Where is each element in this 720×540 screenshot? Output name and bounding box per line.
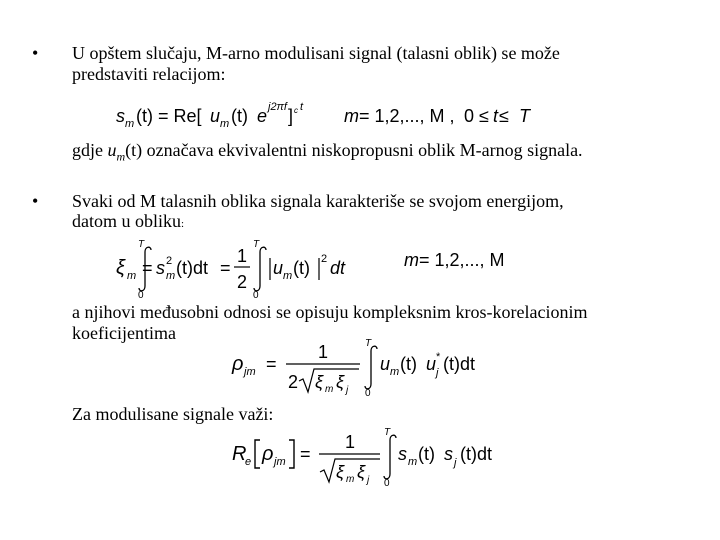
eq1-u-sub: m <box>220 118 230 130</box>
eq4-re: R <box>232 443 247 465</box>
bullet-1-line-2: predstaviti relacijom: <box>72 64 226 84</box>
eq2-s-sub: m <box>166 270 176 282</box>
eq1-exponent: j2πf <box>268 101 287 113</box>
eq2-int2-lower: 0 <box>253 290 259 301</box>
eq3-integral <box>365 346 377 389</box>
eq2-s: s <box>156 258 165 278</box>
eq3-xi-m: ξ <box>315 372 324 392</box>
eq4-xi-m-sub: m <box>346 474 355 485</box>
eq2-xi: ξ <box>116 257 125 279</box>
eq3-xi-m-sub: m <box>325 384 334 395</box>
bullet-2-line-2-main: datom u obliku <box>72 211 181 231</box>
bullet-2-marker: • <box>32 191 39 211</box>
eq3-uj: u <box>426 354 437 374</box>
eq2-int-upper: T <box>138 239 145 250</box>
eq2-frac-num: 1 <box>237 246 248 266</box>
eq4-rho-sub: jm <box>274 456 286 468</box>
eq2-sq: 2 <box>321 253 328 265</box>
bullet-2-cont-1: a njihovi međusobni odnosi se opisuju kompleksnim kros-korelacionim <box>72 302 588 322</box>
eq4-frac-num: 1 <box>345 432 356 452</box>
eq1-exponent-sub: c <box>294 106 298 115</box>
eq3-xi-j: ξ <box>336 372 345 392</box>
eq4-s-arg: (t) <box>418 444 435 464</box>
eq3-u-sub: m <box>390 366 400 378</box>
bullet-2-line-2-colon: : <box>181 218 185 230</box>
eq3-u: u <box>380 354 391 374</box>
eq2-cond-m: m <box>404 250 419 270</box>
eq3-uj-sup: * <box>436 351 441 363</box>
eq3-int-lower: 0 <box>365 388 371 399</box>
eq1-range-pre: 0 ≤ <box>464 106 489 126</box>
eq3-two: 2 <box>288 372 299 392</box>
eq2-u-sub: m <box>283 270 293 282</box>
eq2-integral-2 <box>254 247 266 291</box>
eq4-int-lower: 0 <box>384 478 390 489</box>
eq4-sj-sub: j <box>454 457 457 469</box>
equation-signal-representation <box>112 98 552 134</box>
bullet-1-line-1: U opštem slučaju, M-arno modulisani signal (talasni oblik) se može <box>72 43 560 63</box>
eq3-uj-arg: (t)dt <box>443 354 476 374</box>
eq4-bracket-left <box>255 440 260 468</box>
eq3-xi-j-sub: j <box>346 385 349 396</box>
eq2-u-arg: (t) <box>293 258 310 278</box>
bullet-2-cont-3: Za modulisane signale važi: <box>72 404 274 424</box>
eq2-s-arg: (t)dt <box>176 258 209 278</box>
eq2-u: u <box>273 258 284 278</box>
eq1-exponent-t: t <box>300 101 304 113</box>
eq3-u-arg: (t) <box>400 354 417 374</box>
eq4-integral <box>384 435 396 479</box>
eq4-int-upper: T <box>384 427 391 438</box>
eq4-sj-arg: (t)dt <box>460 444 493 464</box>
eq1-cond-vals: = 1,2,..., M , <box>359 106 455 126</box>
eq3-frac-num: 1 <box>318 342 329 362</box>
eq1-range-t: t <box>493 106 499 126</box>
eq2-eq: = <box>142 258 153 278</box>
eq2-int2-upper: T <box>253 239 260 250</box>
eq4-xi-j-sub: j <box>367 475 370 486</box>
eq3-rho-sub: jm <box>244 366 256 378</box>
eq1-lhs-sub: m <box>125 118 135 130</box>
bullet-2-cont-2: koeficijentima <box>72 323 176 343</box>
eq4-s-sub: m <box>408 456 418 468</box>
eq3-eq: = <box>266 354 277 374</box>
eq2-s-sup: 2 <box>166 255 173 267</box>
equation-real-part-correlation <box>228 422 508 492</box>
bullet-2-line-2 <box>72 211 184 235</box>
eq3-rho: ρ <box>232 353 244 375</box>
equation-energy <box>112 236 532 302</box>
eq4-sj: s <box>444 444 453 464</box>
note-pre: gdje <box>72 140 108 160</box>
eq1-cond-m: m <box>344 106 359 126</box>
bullet-1-marker: • <box>32 43 39 63</box>
eq4-eq: = <box>300 444 311 464</box>
bullet-2-line-1: Svaki od M talasnih oblika signala karakteriše se svojom energijom, <box>72 191 564 211</box>
eq1-range-mid: ≤ <box>499 106 509 126</box>
eq1-u: u <box>210 106 221 126</box>
eq4-xi-j: ξ <box>357 462 366 482</box>
eq4-xi-m: ξ <box>336 462 345 482</box>
eq1-close: ] <box>288 106 294 126</box>
eq1-lhs: s <box>116 106 125 126</box>
note-post: (t) označava ekvivalentni niskopropusni oblik M-arnog signala. <box>125 140 583 160</box>
eq2-xi-sub: m <box>127 270 137 282</box>
eq4-s: s <box>398 444 407 464</box>
equation-cross-correlation <box>228 336 498 402</box>
eq1-u-arg: (t) <box>231 106 248 126</box>
eq2-dt: dt <box>330 258 346 278</box>
eq4-re-sub: e <box>245 456 252 468</box>
eq3-int-upper: T <box>365 338 372 349</box>
bullet-1-note <box>72 140 583 168</box>
eq2-eq-2: = <box>220 258 231 278</box>
eq2-int-lower: 0 <box>138 290 144 301</box>
eq1-range-T: T <box>519 106 530 126</box>
eq1-lhs-arg: (t) = Re[ <box>136 106 202 126</box>
eq4-bracket-right <box>289 440 294 468</box>
eq4-rho: ρ <box>262 443 274 465</box>
eq2-frac-den: 2 <box>237 272 248 292</box>
eq2-cond-vals: = 1,2,..., M <box>419 250 505 270</box>
note-sub: m <box>116 149 126 164</box>
eq1-e: e <box>257 106 268 126</box>
eq3-uj-sub: j <box>436 367 439 379</box>
note-var: u <box>107 140 117 160</box>
